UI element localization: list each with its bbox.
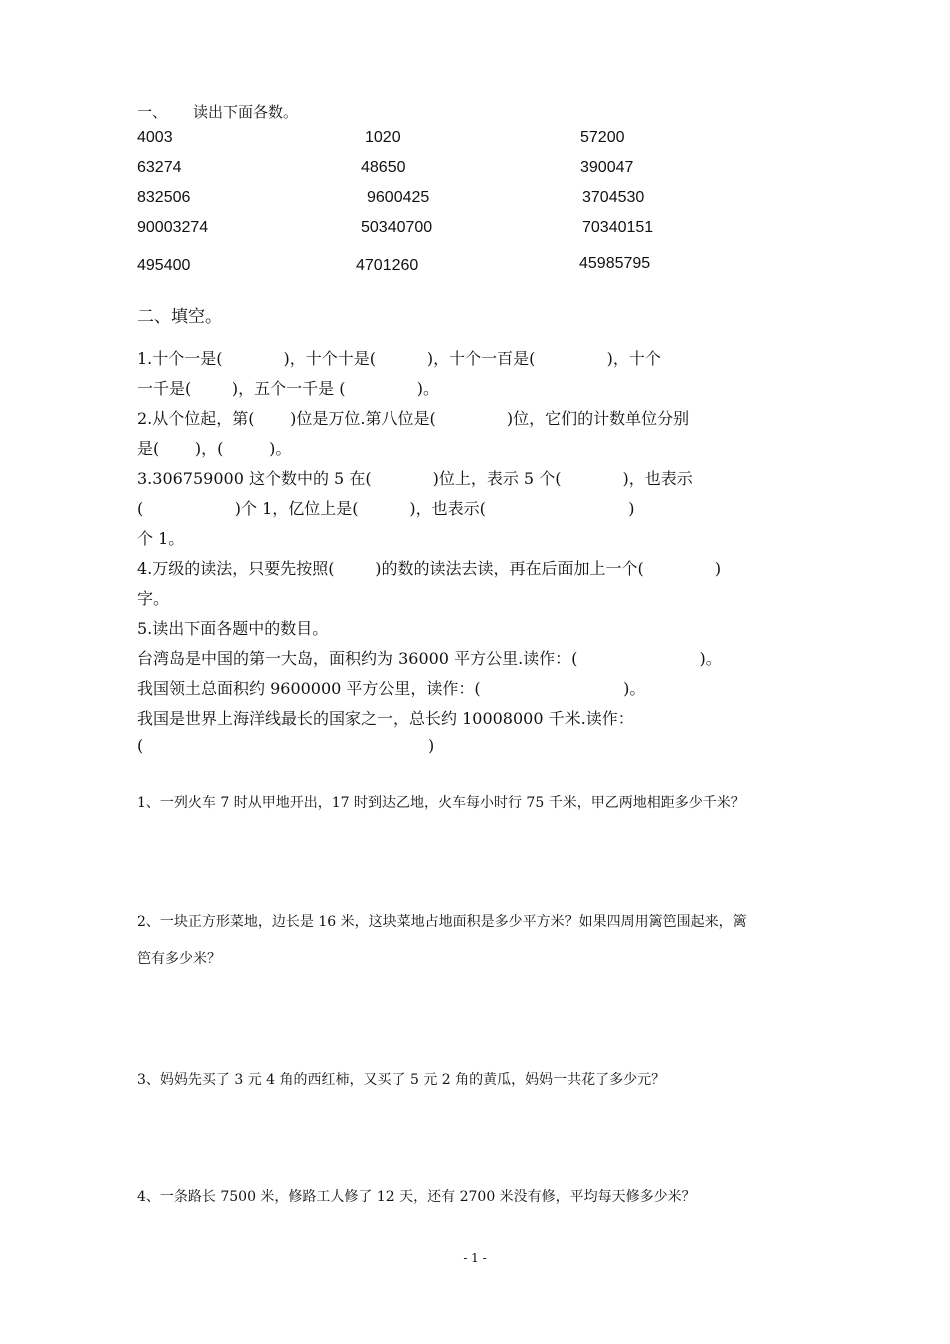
fill-line: 个 1。 xyxy=(137,529,185,548)
fill-line: 字。 xyxy=(137,589,170,608)
fill-line: 2.从个位起，第( )位是万位.第八位是( )位，它们的计数单位分别 xyxy=(137,409,690,428)
word-problem-4: 4、一条路长 7500 米，修路工人修了 12 天，还有 2700 米没有修，平均每天修多少米？ xyxy=(137,1189,696,1205)
number-item: 9600425 xyxy=(367,189,430,206)
number-item: 4003 xyxy=(137,129,173,146)
page-number: - 1 - xyxy=(463,1251,487,1265)
number-item: 63274 xyxy=(137,159,182,176)
fill-line: 我国是世界上海洋线最长的国家之一，总长约 10008000 千米.读作： xyxy=(137,709,634,728)
fill-line: 4.万级的读法，只要先按照( )的数的读法去读，再在后面加上一个( ) xyxy=(137,559,722,578)
number-item: 390047 xyxy=(580,159,634,176)
word-problem-3: 3、妈妈先买了 3 元 4 角的西红柿，又买了 5 元 2 角的黄瓜，妈妈一共花了多少元？ xyxy=(137,1072,666,1088)
number-item: 1020 xyxy=(365,129,401,146)
fill-line: 台湾岛是中国的第一大岛，面积约为 36000 平方公里.读作：( )。 xyxy=(137,649,722,668)
fill-line: 5.读出下面各题中的数目。 xyxy=(137,619,329,638)
word-problem-2: 2、一块正方形菜地，边长是 16 米，这块菜地占地面积是多少平方米？如果四周用篱笆围起来，篱 xyxy=(137,914,747,930)
number-item: 495400 xyxy=(137,257,191,274)
number-item: 70340151 xyxy=(582,219,654,236)
fill-line: 是( )，( )。 xyxy=(137,439,292,458)
number-item: 48650 xyxy=(361,159,406,176)
number-item: 3704530 xyxy=(582,189,645,206)
fill-line: ( ) xyxy=(137,736,435,755)
word-problem-2-cont: 笆有多少米？ xyxy=(137,951,221,967)
number-item: 50340700 xyxy=(361,219,433,236)
section2-heading: 二、填空。 xyxy=(137,307,222,327)
number-item: 832506 xyxy=(137,189,191,206)
fill-line: 我国领土总面积约 9600000 平方公里，读作：( )。 xyxy=(137,679,646,698)
number-item: 90003274 xyxy=(137,219,209,236)
number-item: 57200 xyxy=(580,129,625,146)
section1-heading: 读出下面各数。 xyxy=(193,103,299,121)
fill-line: 一千是( )，五个一千是 ( )。 xyxy=(137,379,439,398)
word-problem-1: 1、一列火车 7 时从甲地开出，17 时到达乙地，火车每小时行 75 千米，甲乙两地相距多少千米？ xyxy=(137,795,745,811)
number-item: 4701260 xyxy=(356,257,419,274)
fill-line: 1.十个一是( )，十个十是( )，十个一百是( )，十个 xyxy=(137,349,661,368)
fill-line: 3.306759000 这个数中的 5 在( )位上，表示 5 个( )，也表示 xyxy=(137,469,693,488)
fill-line: ( )个 1，亿位上是( )，也表示( ) xyxy=(137,499,635,518)
section1-heading-number: 一、 xyxy=(137,103,168,121)
number-item: 45985795 xyxy=(579,255,651,272)
